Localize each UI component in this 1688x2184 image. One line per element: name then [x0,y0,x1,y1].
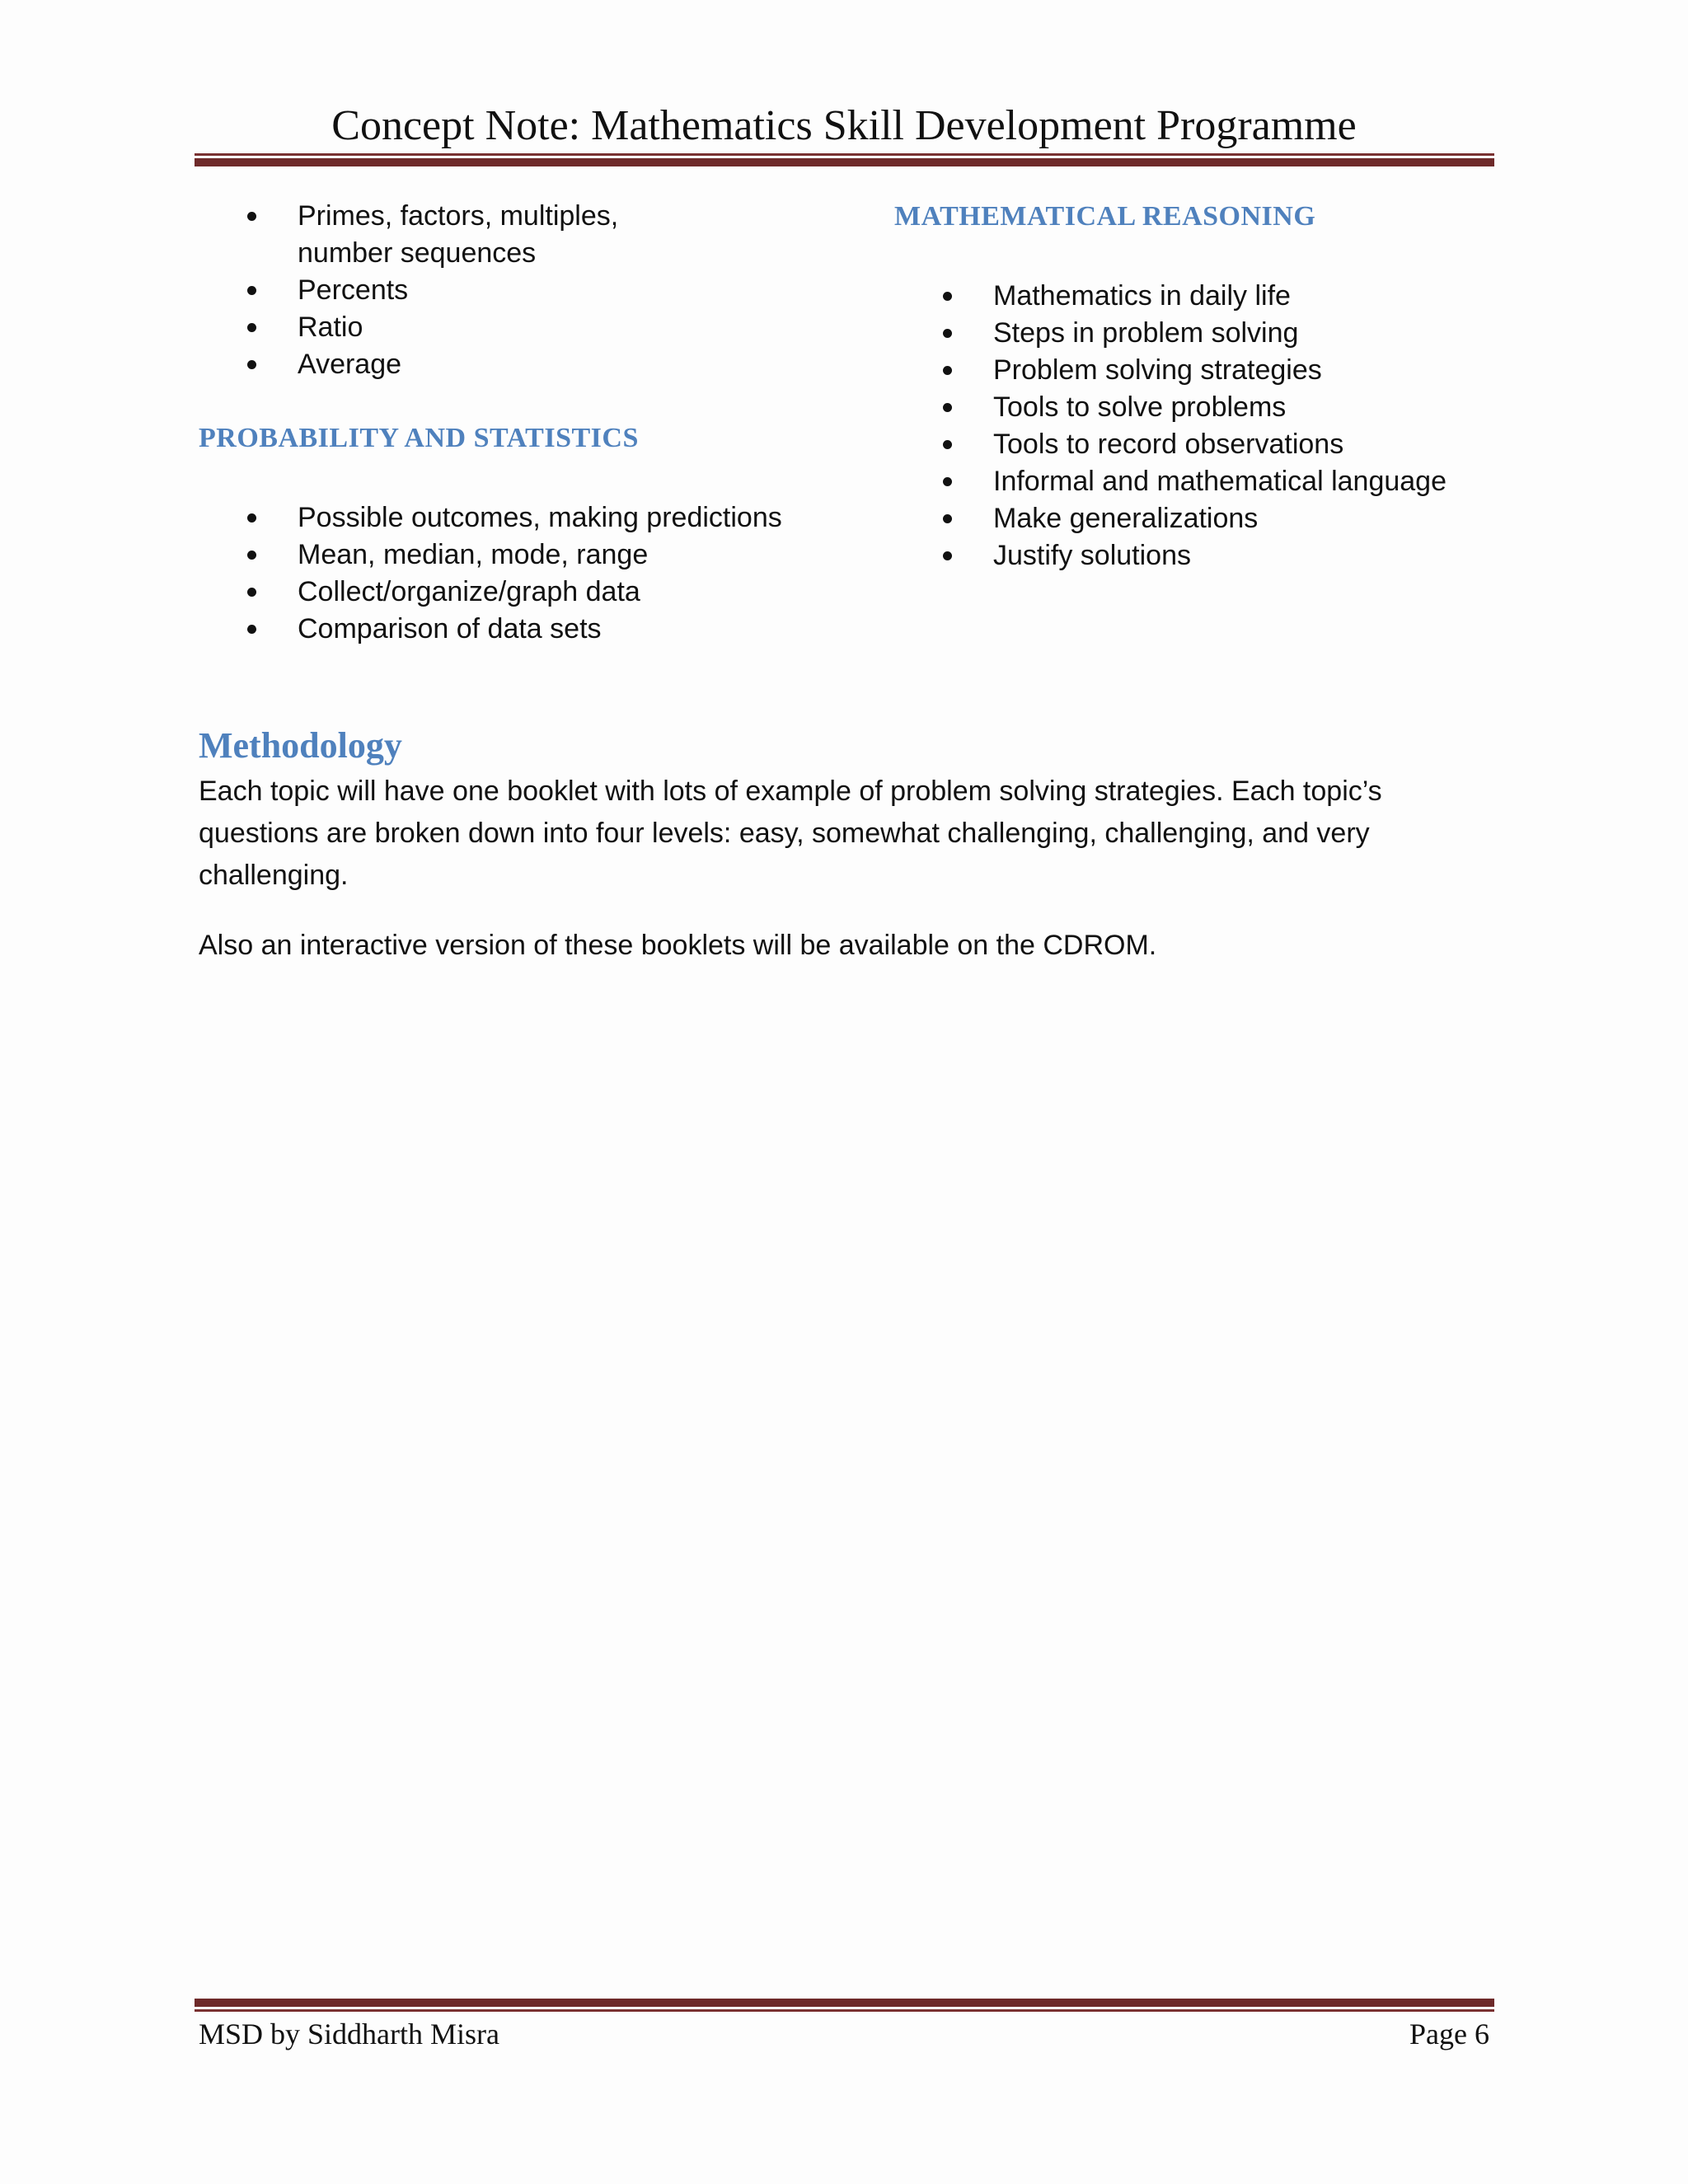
footer-author: MSD by Siddharth Misra [199,2018,500,2050]
list-item: Tools to record observations [894,426,1488,463]
bullet-icon [943,366,952,375]
header-rule-thick [195,158,1494,166]
list-item: Justify solutions [894,537,1488,574]
probability-statistics-heading: PROBABILITY AND STATISTICS [199,423,639,453]
list-item: Informal and mathematical language [894,463,1488,500]
number-topics-list [199,198,858,383]
list-item: Collect/organize/graph data [199,574,858,611]
methodology-heading: Methodology [199,725,402,766]
list-item: Make generalizations [894,500,1488,537]
list-item: Ratio [199,309,858,346]
bullet-icon [943,551,952,560]
bullet-icon [943,477,952,486]
bullet-icon [943,514,952,523]
bullet-icon [943,440,952,449]
footer-rule-thick [195,1999,1494,2007]
list-item: Steps in problem solving [894,315,1488,352]
methodology-paragraph: Also an interactive version of these booklets will be available on the CDROM. [199,930,1157,961]
header-rule-thin [195,153,1494,156]
page-title: Concept Note: Mathematics Skill Development Programme [331,102,1357,149]
bullet-icon [943,292,952,301]
bullet-icon [943,329,952,338]
footer-rule-thin [195,2009,1494,2012]
bullet-icon [247,360,256,369]
bullet-icon [247,625,256,634]
list-item: Comparison of data sets [199,611,858,648]
list-item: Possible outcomes, making predictions [199,499,858,537]
bullet-icon [247,286,256,295]
bullet-icon [247,551,256,560]
list-item: Tools to solve problems [894,389,1488,426]
list-item: Primes, factors, multiples, number sequences [199,198,858,272]
bullet-icon [247,212,256,221]
list-item: Mean, median, mode, range [199,537,858,574]
mathematical-reasoning-list [894,278,1488,574]
list-item: Average [199,346,858,383]
bullet-icon [247,513,256,523]
right-column [894,198,1488,574]
footer-page-number: Page 6 [1409,2018,1489,2050]
list-item: Mathematics in daily life [894,278,1488,315]
probability-statistics-list [199,499,858,648]
mathematical-reasoning-heading: MATHEMATICAL REASONING [894,201,1316,232]
list-item: Problem solving strategies [894,352,1488,389]
bullet-icon [247,588,256,597]
left-column [199,198,858,648]
list-item: Percents [199,272,858,309]
bullet-icon [247,323,256,332]
bullet-icon [943,403,952,412]
methodology-paragraph: Each topic will have one booklet with lots of example of problem solving strategies. Each topic’s questions are broken down into four levels: easy, somewhat challenging, challenging, and very challenging. [199,776,1382,891]
methodology-section [199,721,1484,967]
